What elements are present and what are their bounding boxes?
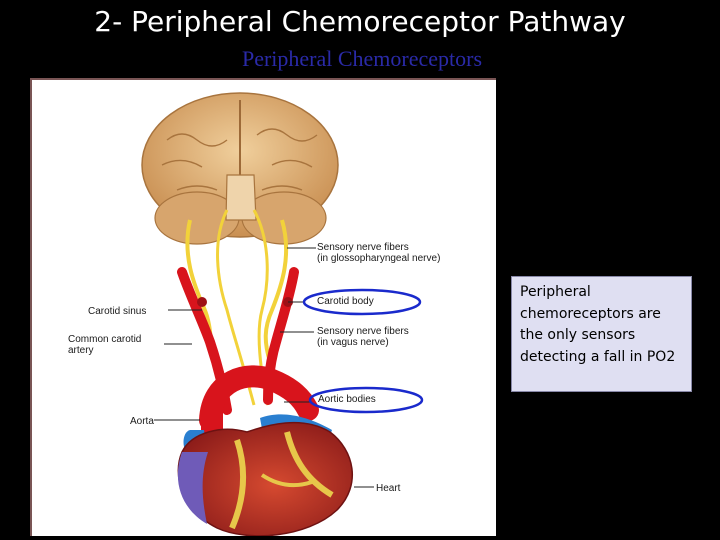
label-sensory-vagus-line2: (in vagus nerve) xyxy=(317,337,389,348)
callout-box xyxy=(511,276,692,392)
brain xyxy=(142,93,338,244)
label-aortic-bodies: Aortic bodies xyxy=(318,394,376,405)
heart xyxy=(178,423,352,536)
label-sensory-glossopharyngeal-line2: (in glossopharyngeal nerve) xyxy=(317,253,441,264)
label-common-carotid-line2: artery xyxy=(68,345,94,356)
label-aorta: Aorta xyxy=(130,416,154,427)
label-carotid-sinus: Carotid sinus xyxy=(88,306,147,317)
slide-subtitle: Peripheral Chemoreceptors xyxy=(241,46,483,71)
label-carotid-body: Carotid body xyxy=(317,296,374,307)
label-heart: Heart xyxy=(376,483,401,494)
anatomy-illustration xyxy=(32,80,496,536)
slide-title: 2- Peripheral Chemoreceptor Pathway xyxy=(94,5,626,38)
label-common-carotid-line1: Common carotid xyxy=(68,334,142,345)
label-sensory-glossopharyngeal-line1: Sensory nerve fibers xyxy=(317,242,409,253)
anatomy-figure xyxy=(30,78,496,536)
label-sensory-vagus-line1: Sensory nerve fibers xyxy=(317,326,409,337)
callout-text: Peripheral chemoreceptors are the only sensors detecting a fall in PO2 xyxy=(520,284,676,365)
